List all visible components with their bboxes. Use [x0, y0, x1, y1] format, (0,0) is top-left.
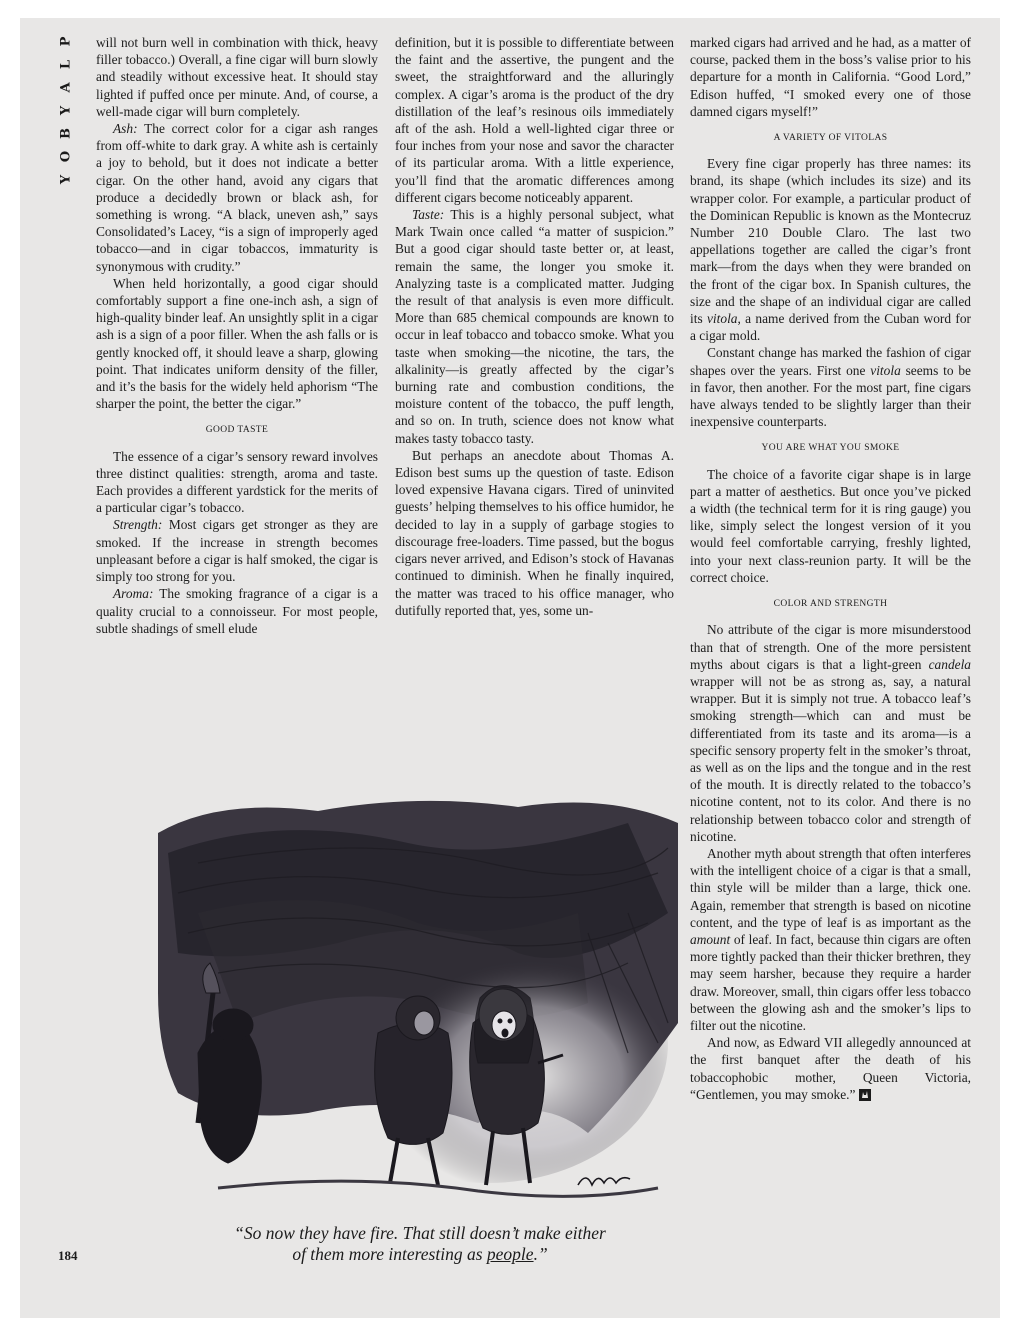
paragraph-text: seems to be in favor, then another. For the most part, fine cigars have always tended to be slightly larger than their inexpensive counterparts.: [690, 362, 971, 430]
cartoon-caption: [140, 1223, 700, 1265]
paragraph: [96, 120, 378, 275]
caption-text: .”: [533, 1244, 548, 1264]
paragraph-text: , a name derived from the Cuban word for a cigar mold.: [690, 311, 971, 344]
masthead-letter: P: [58, 36, 74, 47]
paragraph: [96, 516, 378, 585]
masthead-letter: L: [58, 59, 74, 70]
paragraph-text: of leaf. In fact, because thin cigars are often more tightly packed than their thicker brethren, they may seem harsher, because they require a harder draw. Moreover, small, thin cigars offer less tobacco between the glowing ash and the smoker’s lips to filter out the nicotine.: [690, 931, 971, 1033]
paragraph: [395, 206, 674, 447]
paragraph: [690, 155, 971, 344]
caption-emphasis: people: [486, 1244, 534, 1264]
paragraph: marked cigars had arrived and he had, as a matter of course, packed them in the boss’s valise prior to his departure for a month in California. “Good Lord,” Edison huffed, “I smoked every one of those damned cigars myself!”: [690, 35, 971, 119]
page-number: 184: [58, 1248, 78, 1263]
run-in-head: Strength:: [113, 517, 163, 533]
article-column-1: [96, 34, 378, 637]
italic-term: vitola: [870, 362, 901, 378]
italic-term: vitola: [706, 311, 738, 327]
paragraph: The essence of a cigar’s sensory reward involves three distinct qualities: strength, aroma and taste. Each provides a different yardstick for the merits of a particular cigar’s tobacco.: [96, 448, 378, 516]
rabbit-head-icon: [859, 1089, 871, 1101]
paragraph: When held horizontally, a good cigar should comfortably support a fine one-inch ash, a sign of high-quality binder leaf. An unsightly split in a cigar ash is a sign of a poor filler. When the ash falls or is gently knocked off, it should leave a sharp, glowing point. That indicates uniform density of the filler, and it’s the basis for the widely held aphorism “The sharper the point, the better the cigar.”: [96, 275, 378, 412]
paragraph-text: The smoking fragrance of a cigar is a quality crucial to a connoisseur. For most people, subtle shadings of smell elude: [96, 586, 378, 636]
paragraph: [690, 1034, 971, 1103]
run-in-head: Ash:: [113, 121, 138, 137]
paragraph: [690, 845, 971, 1034]
paragraph-text: Every fine cigar properly has three names: its brand, its shape (which includes its size) and its wrapper color. For example, a particular product of the Dominican Republic is known as the Montecruz Number 210 Double Claro. The last two appellations together are called the cigar’s front mark—from the days when they were branded on the front of the cigar box. In Spanish cultures, the size and the shape of an individual cigar are called its: [690, 156, 971, 327]
paragraph: The choice of a favorite cigar shape is in large part a matter of aesthetics. But once you’ve picked a width (the technical term for it is ring gauge) you like, simply select the longest version of it you would feel comfortable carrying, freshly lighted, into your next class-reunion party. It will be the correct choice.: [690, 466, 971, 585]
paragraph-text: Most cigars get stronger as they are smoked. If the increase in strength becomes unpleasant before a cigar is half smoked, the cigar is simply too strong for you.: [96, 517, 378, 585]
artist-signature: [578, 1178, 630, 1185]
paragraph-text: Constant change has marked the fashion of cigar shapes over the years. First one: [690, 345, 971, 378]
masthead-letter: Y: [58, 105, 74, 116]
section-heading: A VARIETY OF VITOLAS: [773, 133, 888, 144]
paragraph-text: The correct color for a cigar ash ranges from off-white to dark gray. A white ash is certainly a joy to behold, but it does not indicate a better cigar. On the other hand, avoid any cigars that produce a decidedly brown or black ash, for something is wrong. “A black, uneven ash,” says Consolidated’s Lacey, “is a sign of improperly aged tobacco—and in cigar tobaccos, immaturity is synonymous with crudity.”: [96, 121, 378, 274]
caption-line: [140, 1244, 700, 1265]
cartoon-illustration: [158, 793, 678, 1213]
article-column-3: [690, 34, 971, 1103]
section-heading: COLOR AND STRENGTH: [773, 599, 888, 610]
masthead-letter: B: [58, 128, 74, 139]
italic-term: amount: [690, 931, 731, 947]
masthead: [56, 30, 76, 191]
magazine-page: [20, 18, 1000, 1318]
paragraph: definition, but it is possible to differentiate between the faint and the assertive, the pungent and the sweet, the straightforward and the alluringly complex. A cigar’s aroma is the product of the dry distillation of the leaf’s resinous oils immediately aft of the ash. Hold a well-lighted cigar three or four inches from your nose and savor the character of its particular aroma. With a little experience, you’ll find that the aromatic differences among different cigars become noticeably apparent.: [395, 35, 674, 205]
run-in-head: Aroma:: [113, 586, 154, 602]
paragraph-text: And now, as Edward VII allegedly announced at the first banquet after the death of his tobaccophobic mother, Queen Victoria, “Gentlemen, you may smoke.”: [690, 1035, 971, 1102]
italic-term: candela: [928, 656, 971, 672]
masthead-letter: O: [58, 150, 74, 163]
paragraph: will not burn well in combination with thick, heavy filler tobacco.) Overall, a fine cigar will burn slowly and steadily without excessive heat. It should stay lighted if puffed once per minute. And, of course, a well-made cigar will burn completely.: [96, 35, 378, 119]
paragraph-text: Another myth about strength that often interferes with the intelligent choice of a cigar is that a small, thin style will be milder than a large, thick one. Again, remember that strength is based on nicotine content, and the type of leaf is as important as the: [690, 845, 971, 930]
caption-text: of them more interesting as: [292, 1244, 487, 1264]
masthead-letter: Y: [58, 174, 74, 185]
paragraph: [690, 344, 971, 430]
paragraph: But perhaps an anecdote about Thomas A. Edison best sums up the question of taste. Edison loved expensive Havana cigars. Tired of uninvited guests’ helping themselves to his office humidor, he decided to lay in a supply of garbage stogies to discourage free-loaders. Time passed, but the bogus cigars never arrived, and Edison’s stock of Havanas continued to diminish. When he finally inquired, the matter was traced to his office manager, who dutifully reported that, yes, some un-: [395, 447, 674, 618]
masthead-letter: A: [58, 82, 74, 93]
section-heading: YOU ARE WHAT YOU SMOKE: [761, 443, 900, 454]
paragraph-text: This is a highly personal subject, what Mark Twain once called “a matter of suspicion.” But a good cigar should taste better or, at least, remain the same, the longer you smoke it. Analyzing taste is a complicated matter. Judging the result of that analysis is even more difficult. More than 685 chemical compounds are known to occur in leaf tobacco and tobacco smoke. What you taste when smoking—the nicotine, the tars, the alkalinity—is greatly affected by the cigar’s burning rate and combustion conditions, the moisture content of the tobacco, the puff length, and so on. In truth, science does not know what makes tasty tobacco tasty.: [395, 207, 674, 446]
paragraph: [690, 621, 971, 845]
section-heading: GOOD TASTE: [205, 425, 269, 436]
paragraph-text: No attribute of the cigar is more misunderstood than that of strength. One of the more persistent myths about cigars is that a light-green: [690, 622, 971, 672]
paragraph-text: wrapper will not be as strong as, say, a natural wrapper. But it is simply not true. A tobacco leaf’s smoking strength—which can and must be differentiated from its taste and its aroma—is a specific sensory property felt in the smoker’s throat, as well as on the lips and the tongue and in the rest of the mouth. It is directly related to the tobacco’s nicotine content, not to its color. And there is no relationship between tobacco color and strength of nicotine.: [690, 673, 971, 844]
run-in-head: Taste:: [412, 207, 445, 223]
caption-line: “So now they have fire. That still doesn’t make either: [234, 1223, 606, 1243]
article-column-2: [395, 34, 674, 619]
paragraph: [96, 585, 378, 637]
